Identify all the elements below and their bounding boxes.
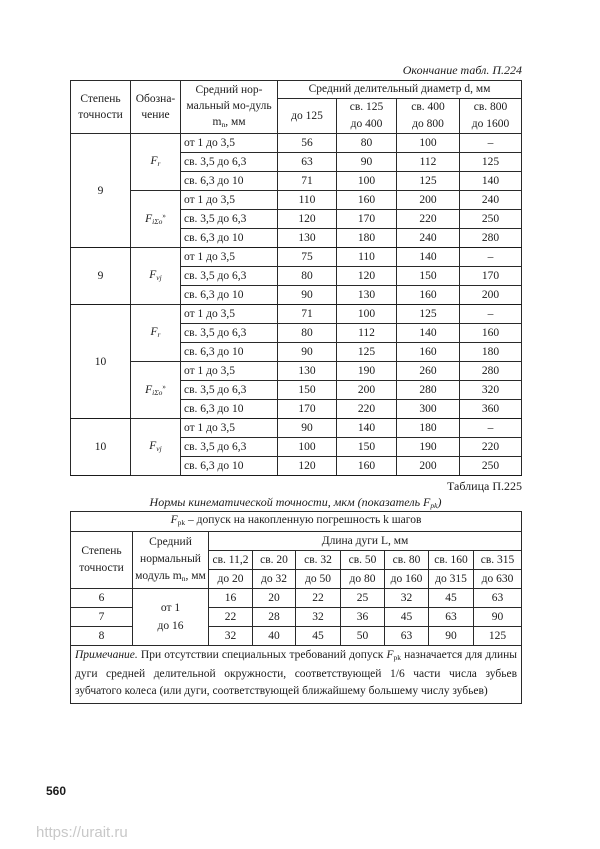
table-row [71, 589, 522, 608]
tolerance-value: 160 [397, 343, 460, 362]
tolerance-value: 170 [460, 267, 522, 286]
tolerance-value: 200 [460, 286, 522, 305]
header-accuracy-degree: Степень точности [71, 81, 131, 134]
tolerance-value: 190 [397, 438, 460, 457]
tolerance-value: 90 [278, 419, 337, 438]
tolerance-value: 180 [460, 343, 522, 362]
tolerance-value: 150 [337, 438, 397, 457]
designation-superscript: » [162, 383, 166, 391]
designation-subscript: vj [156, 443, 162, 453]
module-range-cell: от 1 до 3,5 [181, 191, 278, 210]
table-title: Нормы кинематической точности, мкм (показатель $F_{pk}$) [149, 495, 442, 510]
tolerance-value: 36 [341, 608, 385, 627]
tolerance-value: 320 [460, 381, 522, 400]
designation-cell [131, 191, 181, 248]
tolerance-value: 100 [337, 305, 397, 324]
tolerance-value: 22 [209, 608, 253, 627]
tolerance-value: 140 [460, 172, 522, 191]
table-row [71, 362, 522, 381]
tolerance-value: 80 [278, 324, 337, 343]
arc-length-col-to: до 160 [385, 570, 429, 589]
arc-length-col-to: до 32 [253, 570, 296, 589]
arc-length-col-from: св. 160 [429, 551, 474, 570]
arc-length-col-from: св. 50 [341, 551, 385, 570]
table-row [71, 305, 522, 324]
accuracy-degree-cell: 8 [71, 627, 133, 646]
tolerance-value: 130 [278, 362, 337, 381]
fpk-definition: $F_{pk}$ – допуск на накопленную погрешность k шагов [71, 512, 522, 532]
header-designation: Обозна-чение [131, 81, 181, 134]
module-range-cell: от 1 до 3,5 [181, 305, 278, 324]
tolerance-value: 250 [460, 210, 522, 229]
tolerance-value: 45 [296, 627, 341, 646]
tolerance-value: 250 [460, 457, 522, 476]
tolerance-value: 130 [337, 286, 397, 305]
module-range-cell: св. 3,5 до 6,3 [181, 210, 278, 229]
designation-symbol: F [145, 213, 153, 225]
module-range-cell: св. 6,3 до 10 [181, 229, 278, 248]
arc-length-col-from: св. 80 [385, 551, 429, 570]
tolerance-value: 110 [337, 248, 397, 267]
arc-length-col-from: св. 20 [253, 551, 296, 570]
module-range-cell: св. 3,5 до 6,3 [181, 324, 278, 343]
tolerance-value: 125 [397, 305, 460, 324]
tolerance-value: – [460, 134, 522, 153]
designation-symbol: F [149, 439, 157, 452]
arc-length-col-to: до 80 [341, 570, 385, 589]
tolerance-value: 160 [397, 286, 460, 305]
tolerance-value: 190 [337, 362, 397, 381]
tolerance-value: 100 [397, 134, 460, 153]
tolerance-value: 100 [337, 172, 397, 191]
accuracy-degree-cell: 9 [71, 134, 131, 248]
designation-subscript: r [157, 329, 161, 339]
tolerance-value: 160 [337, 191, 397, 210]
table-row [71, 419, 522, 438]
tolerance-value: 240 [460, 191, 522, 210]
tolerance-value: 170 [278, 400, 337, 419]
table-number: Таблица П.225 [447, 479, 522, 493]
tolerance-value: 90 [278, 343, 337, 362]
tolerance-value: 22 [296, 589, 341, 608]
designation-symbol: F [150, 325, 158, 338]
module-range-cell: от 1 до 3,5 [181, 362, 278, 381]
tolerance-value: 125 [337, 343, 397, 362]
table-row [71, 191, 522, 210]
tolerance-value: – [460, 419, 522, 438]
designation-subscript: iΣo [152, 388, 163, 397]
header-pitch-diameter: Средний делительный диаметр d, мм [278, 81, 522, 99]
module-range-cell: св. 3,5 до 6,3 [181, 438, 278, 457]
module-range-cell: св. 6,3 до 10 [181, 343, 278, 362]
module-range-cell: св. 6,3 до 10 [181, 286, 278, 305]
module-range-cell: от 1 до 3,5 [181, 419, 278, 438]
tolerance-value: 20 [253, 589, 296, 608]
tolerance-value: 140 [397, 324, 460, 343]
tolerance-value: 140 [337, 419, 397, 438]
accuracy-degree-cell: 7 [71, 608, 133, 627]
module-range-cell: св. 3,5 до 6,3 [181, 153, 278, 172]
tolerance-value: 130 [278, 229, 337, 248]
accuracy-degree-cell: 10 [71, 419, 131, 476]
tolerance-value: 125 [460, 153, 522, 172]
tolerance-value: 80 [337, 134, 397, 153]
tolerance-value: 16 [209, 589, 253, 608]
module-range-cell: св. 3,5 до 6,3 [181, 267, 278, 286]
accuracy-degree-cell: 9 [71, 248, 131, 305]
tolerance-value: 200 [397, 191, 460, 210]
tolerance-value: 300 [397, 400, 460, 419]
table-row [71, 134, 522, 153]
tolerance-value: 125 [474, 627, 522, 646]
tolerance-value: 63 [278, 153, 337, 172]
tolerance-value: 150 [397, 267, 460, 286]
tolerance-value: 160 [460, 324, 522, 343]
arc-length-col-to: до 315 [429, 570, 474, 589]
header-diam-col-2: св. 125 до 400 [337, 99, 397, 134]
tolerance-value: 50 [341, 627, 385, 646]
tolerance-value: 80 [278, 267, 337, 286]
tolerance-value: – [460, 305, 522, 324]
tolerance-value: 90 [429, 627, 474, 646]
table-note: Примечание. При отсутствии специальных требований допуск $F_{pk}$ назначается для длины дуги средней делительной окружности, соответствующей 1/6 части числа зубьев зубчатого колеса (или дуги, соответствующей ближайшему большему числу зубьев) [71, 646, 522, 704]
tolerance-value: 63 [385, 627, 429, 646]
tolerance-value: 150 [278, 381, 337, 400]
tolerance-value: 63 [474, 589, 522, 608]
tolerance-value: 180 [397, 419, 460, 438]
tolerance-value: 200 [337, 381, 397, 400]
tolerance-value: 220 [460, 438, 522, 457]
designation-cell [131, 362, 181, 419]
tolerance-value: 75 [278, 248, 337, 267]
module-range-cell: от 1 до 3,5 [181, 134, 278, 153]
designation-symbol: F [150, 154, 158, 167]
designation-subscript: r [157, 158, 161, 168]
tolerance-value: 120 [278, 457, 337, 476]
tolerance-value: 240 [397, 229, 460, 248]
tolerance-value: 100 [278, 438, 337, 457]
module-range-to: до 16 [157, 620, 184, 632]
tolerance-value: 110 [278, 191, 337, 210]
tolerance-value: 28 [253, 608, 296, 627]
accuracy-degree-cell: 10 [71, 305, 131, 419]
tolerance-value: 32 [209, 627, 253, 646]
tolerance-value: 280 [460, 362, 522, 381]
header-accuracy-degree-225: Степень точности [71, 532, 133, 589]
tolerance-value: 180 [337, 229, 397, 248]
tolerance-value: 40 [253, 627, 296, 646]
tolerance-value: 120 [278, 210, 337, 229]
header-diam-col-1: до 125 [278, 99, 337, 134]
arc-length-col-to: до 20 [209, 570, 253, 589]
header-diam-col-3: св. 400 до 800 [397, 99, 460, 134]
module-range-cell: св. 6,3 до 10 [181, 457, 278, 476]
tolerance-value: 90 [278, 286, 337, 305]
arc-length-col-from: св. 11,2 [209, 551, 253, 570]
arc-length-col-from: св. 315 [474, 551, 522, 570]
module-range-cell: св. 6,3 до 10 [181, 400, 278, 419]
tolerance-value: 200 [397, 457, 460, 476]
tolerance-value: 45 [385, 608, 429, 627]
module-range-cell: св. 6,3 до 10 [181, 172, 278, 191]
tolerance-value: 140 [397, 248, 460, 267]
tolerance-value: 71 [278, 305, 337, 324]
tolerance-value: 32 [296, 608, 341, 627]
tolerance-value: 120 [337, 267, 397, 286]
kinematic-accuracy-table-p225 [70, 511, 522, 704]
header-normal-module-225: Средний нормальный модуль $m_n$, мм [133, 532, 209, 589]
tolerance-value: 280 [397, 381, 460, 400]
watermark-url: https://urait.ru [36, 824, 128, 841]
designation-superscript: » [162, 212, 166, 220]
tolerance-value: 63 [429, 608, 474, 627]
designation-subscript: vj [156, 272, 162, 282]
tolerance-value: 90 [474, 608, 522, 627]
header-diam-col-4: св. 800 до 1600 [460, 99, 522, 134]
header-arc-length: Длина дуги L, мм [209, 532, 522, 551]
tolerance-value: 71 [278, 172, 337, 191]
designation-symbol: F [145, 384, 153, 396]
tolerance-value: 220 [337, 400, 397, 419]
module-range-cell [133, 589, 209, 646]
tolerance-value: 125 [397, 172, 460, 191]
module-range-cell: св. 3,5 до 6,3 [181, 381, 278, 400]
designation-cell [131, 248, 181, 305]
arc-length-col-to: до 630 [474, 570, 522, 589]
designation-cell [131, 419, 181, 476]
tolerance-value: 25 [341, 589, 385, 608]
tolerance-value: 112 [397, 153, 460, 172]
tolerance-value: 360 [460, 400, 522, 419]
table-row [71, 248, 522, 267]
table-continuation-label: Окончание табл. П.224 [402, 63, 522, 77]
accuracy-degree-cell: 6 [71, 589, 133, 608]
tolerance-value: 90 [337, 153, 397, 172]
designation-symbol: F [149, 268, 157, 281]
designation-cell [131, 305, 181, 362]
arc-length-col-to: до 50 [296, 570, 341, 589]
tolerance-value: 112 [337, 324, 397, 343]
tolerance-value: 220 [397, 210, 460, 229]
tolerance-value: 280 [460, 229, 522, 248]
tolerance-value: 170 [337, 210, 397, 229]
tolerance-value: 260 [397, 362, 460, 381]
tolerance-value: 56 [278, 134, 337, 153]
designation-cell [131, 134, 181, 191]
tolerance-value: 45 [429, 589, 474, 608]
module-range-cell: от 1 до 3,5 [181, 248, 278, 267]
arc-length-col-from: св. 32 [296, 551, 341, 570]
tolerance-value: 160 [337, 457, 397, 476]
designation-subscript: iΣo [152, 217, 163, 226]
page-number: 560 [46, 784, 67, 798]
module-range-from: от 1 [160, 602, 181, 614]
tolerance-value: 32 [385, 589, 429, 608]
tolerance-table-p224 [70, 80, 522, 476]
header-normal-module: Средний нор-мальный мо-дуль $m_n$, мм [181, 81, 278, 134]
tolerance-value: – [460, 248, 522, 267]
